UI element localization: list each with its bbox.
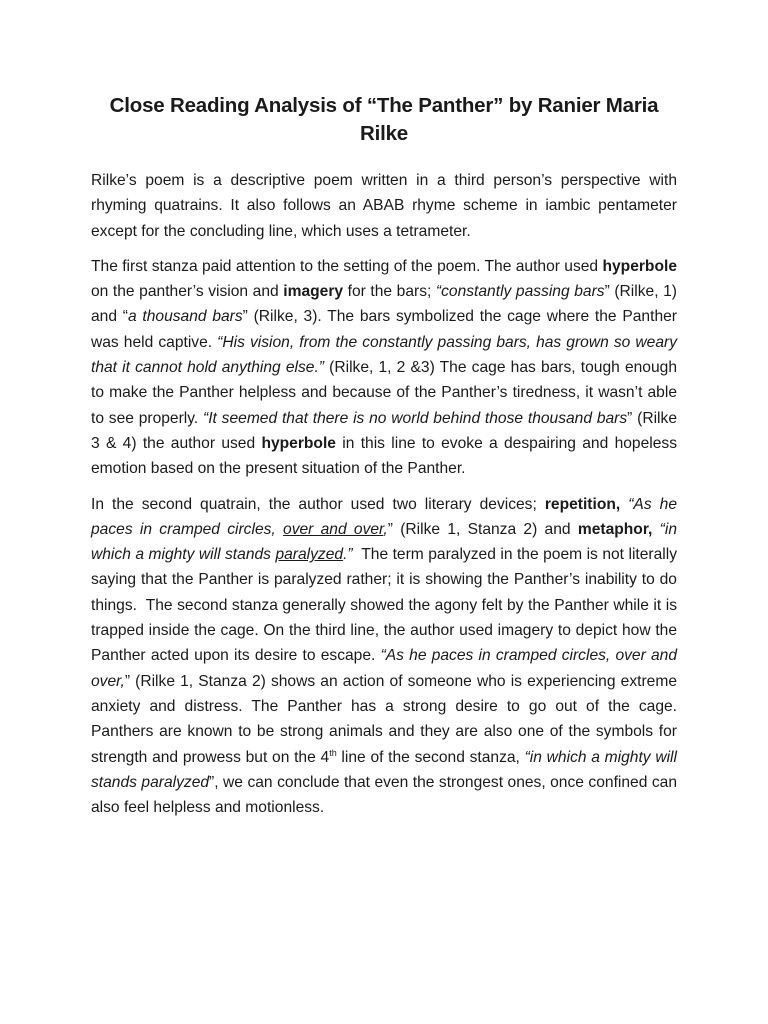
quote: “His vision, from the constantly passing bars, has grown so weary that it cannot hold anything else.” — [91, 333, 677, 377]
text-run: in this line to evoke a despairing and hopeless emotion based on the present situation of the Panther. — [91, 434, 677, 478]
quote: a thousand bars — [127, 308, 243, 326]
text-run: The first stanza paid attention to the setting of the poem. The author used — [91, 257, 603, 275]
bold-term: hyperbole — [261, 434, 336, 452]
quote-underlined — [283, 521, 383, 538]
text-run: ”, we can conclude that even the strongest ones, once confined can also feel helpless and motionless. — [91, 773, 678, 817]
text-run: (Rilke, 1, 2 &3) The cage has bars, tough enough to make the Panther helpless and because of the Panther’s tiredness, it wasn’t able to see properly. — [91, 359, 677, 427]
bold-term: metaphor, — [577, 520, 653, 538]
text-run: In the second quatrain, the author used two literary devices; — [91, 495, 545, 513]
quote: , — [383, 520, 388, 538]
document-title: Close Reading Analysis of “The Panther” by Ranier Maria Rilke — [109, 94, 659, 145]
paragraph-intro: Rilke’s poem is a descriptive poem written in a third person’s perspective with rhyming quatrains. It also follows an ABAB rhyme scheme in iambic pentameter except for the concluding line, which uses a tetrameter. — [91, 172, 677, 240]
quote-underlined — [275, 546, 343, 563]
paragraph-first-stanza — [91, 254, 677, 482]
quote: “It seemed that there is no world behind those thousand bars — [203, 409, 628, 427]
text-run: The term paralyzed in the poem is not literally saying that the Panther is paralyzed rather; it is showing the Panther’s inability to do things. The second stanza generally showed the agony felt by the Panther while it is trapped inside the cage. On the third line, the author used imagery to depict how the Panther acted upon its desire to escape. — [91, 546, 677, 665]
text-run: ” (Rilke, 1) and “ — [91, 283, 677, 326]
quote: “As he paces in cramped circles, over and over, — [91, 647, 677, 690]
paragraph-second-quatrain — [91, 492, 677, 821]
quote: “in which a mighty will stands — [91, 520, 677, 564]
text-run: line of the second stanza, — [336, 748, 525, 766]
bold-term: imagery — [283, 283, 344, 301]
text-run: ” (Rilke 3 & 4) the author used — [91, 409, 677, 452]
quote: “As he paces in cramped circles, — [91, 495, 677, 538]
quote: .” — [343, 546, 353, 564]
text-run: ” (Rilke 1, Stanza 2) and — [387, 520, 578, 538]
bold-term: repetition, — [544, 495, 621, 513]
bold-term: hyperbole — [602, 257, 677, 275]
text-run: ” (Rilke, 3). The bars symbolized the cage where the Panther was held captive. — [91, 308, 677, 351]
underlined-phrase: paralyzed — [275, 546, 344, 564]
text-run: ” (Rilke 1, Stanza 2) shows an action of someone who is experiencing extreme anxiety and distress. The Panther has a strong desire to go out of the cage. Panthers are known to be strong animals and they are also one of the symbols for strength and prowess but on the 4 — [91, 672, 677, 766]
text-run — [652, 521, 659, 538]
text-run: on the panther’s vision and — [91, 283, 284, 301]
quote: “constantly passing bars — [435, 283, 605, 301]
underlined-phrase: over and over — [283, 520, 384, 538]
quote: “in which a mighty will stands paralyzed — [91, 748, 677, 791]
ordinal-superscript: th — [329, 747, 337, 758]
text-run: for the bars; — [343, 283, 436, 301]
